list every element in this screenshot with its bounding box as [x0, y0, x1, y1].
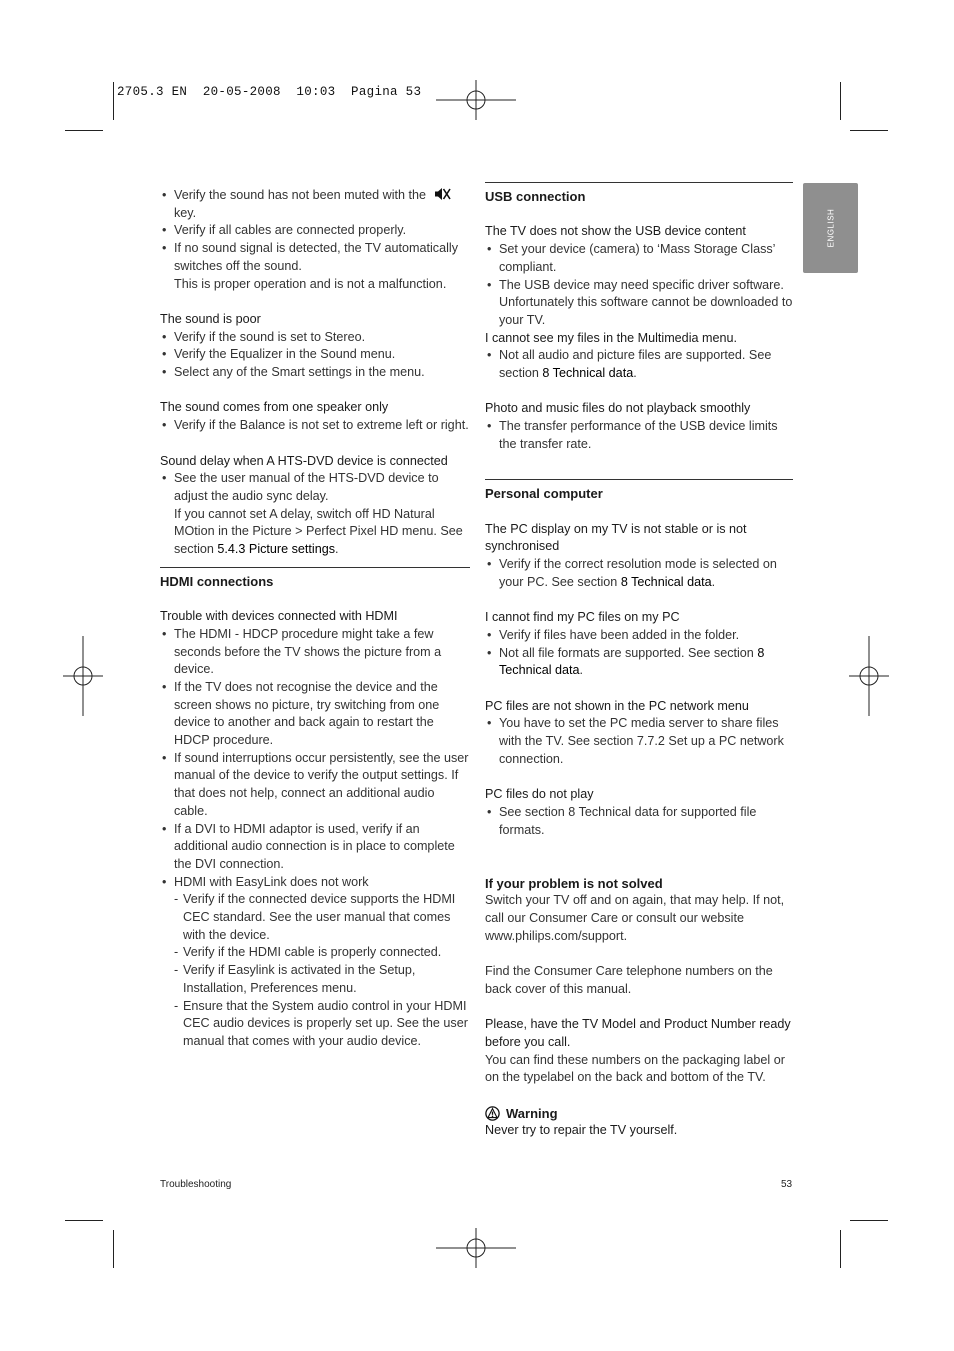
usb-bullets [485, 418, 793, 453]
subheading: Please, have the TV Model and Product Number ready before you call. [485, 1017, 791, 1049]
subheading: Sound delay when A HTS-DVD device is connected [160, 453, 448, 468]
list-item: • The transfer performance of the USB device limits the transfer rate. [485, 418, 793, 453]
note-text: This is proper operation and is not a malfunction. [174, 276, 447, 291]
section-title: HDMI connections [160, 573, 274, 589]
one-speaker-bullets [160, 417, 470, 435]
sound-bullets [160, 187, 470, 276]
list-item: • If the TV does not recognise the device and the screen shows no picture, try switching from one device to another and back again to restart the HDCP procedure. [160, 679, 470, 750]
list-item: • If sound interruptions occur persistently, see the user manual of the device to verify the output settings. If that does not help, connect an additional audio cable. [160, 750, 470, 821]
hdmi-bullets [160, 626, 470, 1051]
body-text: Find the Consumer Care telephone numbers on the back cover of this manual. [485, 964, 773, 996]
list-item: • Verify if the sound is set to Stereo. [160, 329, 470, 347]
left-column [160, 185, 470, 1051]
body-text: You can find these numbers on the packaging label or on the typelabel on the back and bottom of the TV. [485, 1052, 785, 1085]
list-item: - Verify if Easylink is activated in the Setup, Installation, Preferences menu. [174, 962, 470, 997]
section-title: USB connection [485, 189, 586, 204]
section-title: Personal computer [485, 486, 603, 502]
list-item: • You have to set the PC media server to share files with the TV. See section 7.7.2 Set up a PC network connection. [485, 715, 793, 768]
list-item: - Verify if the HDMI cable is properly connected. [174, 944, 470, 962]
registration-mark-icon [436, 1228, 516, 1268]
subheading: Trouble with devices connected with HDMI [160, 609, 398, 624]
list-item: • See section 8 Technical data for supported file formats. [485, 804, 793, 839]
pc-bullets [485, 556, 793, 591]
section-reference: 5.4.3 Picture settings [217, 542, 336, 557]
list-item: - Ensure that the System audio control in your HDMI CEC audio devices is properly set up. See the user manual that comes with your audio device. [174, 998, 470, 1051]
usb-bullets [485, 241, 793, 330]
subheading: Photo and music files do not playback smoothly [485, 401, 751, 416]
poor-bullets [160, 329, 470, 382]
crop-mark [840, 82, 841, 120]
crop-mark [840, 1230, 841, 1268]
list-item: • Verify if the Balance is not set to extreme left or right. [160, 417, 470, 435]
language-tab-label: ENGLISH [826, 208, 835, 248]
list-item: • The HDMI - HDCP procedure might take a few seconds before the TV shows the picture from a device. [160, 626, 470, 679]
pc-bullets [485, 715, 793, 768]
crop-mark [113, 1230, 114, 1268]
registration-mark-icon [63, 636, 103, 716]
list-item: • Not all audio and picture files are supported. See section 8 Technical data. [485, 347, 793, 382]
list-item: • Not all file formats are supported. See section 8 Technical data. [485, 645, 793, 680]
list-item: • Verify the Equalizer in the Sound menu. [160, 346, 470, 364]
page-number: 53 [781, 1179, 793, 1190]
language-tab [803, 183, 858, 273]
subheading: PC files do not play [485, 787, 594, 802]
subheading: The PC display on my TV is not stable or is not synchronised [485, 521, 747, 554]
list-item: - Verify if the connected device supports the HDMI CEC standard. See the user manual that comes with the device. [174, 891, 470, 944]
registration-mark-icon [436, 80, 516, 120]
pc-bullets [485, 804, 793, 839]
list-item: • Verify if files have been added in the folder. [485, 627, 793, 645]
print-header: 2705.3 EN 20-05-2008 10:03 Pagina 53 [117, 85, 422, 99]
subheading: I cannot find my PC files on my PC [485, 610, 680, 625]
list-item: • If no sound signal is detected, the TV automatically switches off the sound. [160, 240, 470, 275]
subheading: I cannot see my files in the Multimedia menu. [485, 330, 737, 345]
usb-bullets [485, 347, 793, 382]
warning-title: Warning [485, 1105, 793, 1123]
subheading: The sound comes from one speaker only [160, 400, 389, 415]
list-item: • Select any of the Smart settings in the menu. [160, 364, 470, 382]
section-reference: 8 Technical data [542, 366, 634, 381]
list-item: • If a DVI to HDMI adaptor is used, verify if an additional audio connection is in place to complete the DVI connection. [160, 821, 470, 874]
delay-bullets [160, 470, 470, 505]
list-item: • Verify if all cables are connected properly. [160, 222, 470, 240]
warning-text: Never try to repair the TV yourself. [485, 1123, 678, 1138]
list-item: • HDMI with EasyLink does not work - Verify if the connected device supports the HDMI CEC standard. See the user manual that comes with the device. - Verify if the HDMI cable is properly connected. - Verify if Easylink is activated in the Setup, Installation, Preferences menu. - Ensure that the System audio control in your HDMI CEC audio devices is properly set up. See the user manual that comes with your audio device. [160, 874, 470, 1051]
list-item: • Set your device (camera) to ‘Mass Storage Class’ compliant. [485, 241, 793, 276]
subheading: PC files are not shown in the PC network menu [485, 698, 749, 713]
crop-mark [850, 130, 888, 131]
note-text: If you cannot set A delay, switch off HD Natural MOtion in the Picture > Perfect Pixel HD menu. See section 5.4.3 Picture settings. [174, 506, 463, 557]
crop-mark [850, 1220, 888, 1221]
section-title: If your problem is not solved [485, 875, 663, 891]
crop-mark [113, 82, 114, 120]
crop-mark [65, 130, 103, 131]
section-reference: 8 Technical data [499, 645, 765, 678]
subheading: The sound is poor [160, 311, 261, 326]
easylink-dashes [174, 891, 470, 1050]
section-reference: 8 Technical data [620, 574, 712, 589]
list-item: • See the user manual of the HTS-DVD device to adjust the audio sync delay. [160, 470, 470, 505]
registration-mark-icon [849, 636, 889, 716]
footer-section: Troubleshooting [160, 1179, 232, 1190]
list-item: • The USB device may need specific driver software. Unfortunately this software cannot be downloaded to your TV. [485, 277, 793, 330]
crop-mark [65, 1220, 103, 1221]
subheading: The TV does not show the USB device content [485, 224, 746, 239]
warning-icon [485, 1106, 500, 1121]
pc-bullets [485, 627, 793, 680]
list-item: • Verify if the correct resolution mode is selected on your PC. See section 8 Technical data. [485, 556, 793, 591]
list-item: • Verify the sound has not been muted with the key. [160, 187, 470, 222]
body-text: Switch your TV off and on again, that may help. If not, call our Consumer Care or consult our website www.philips.com/support. [485, 893, 785, 943]
mute-icon [434, 187, 451, 201]
right-column [485, 185, 793, 1140]
